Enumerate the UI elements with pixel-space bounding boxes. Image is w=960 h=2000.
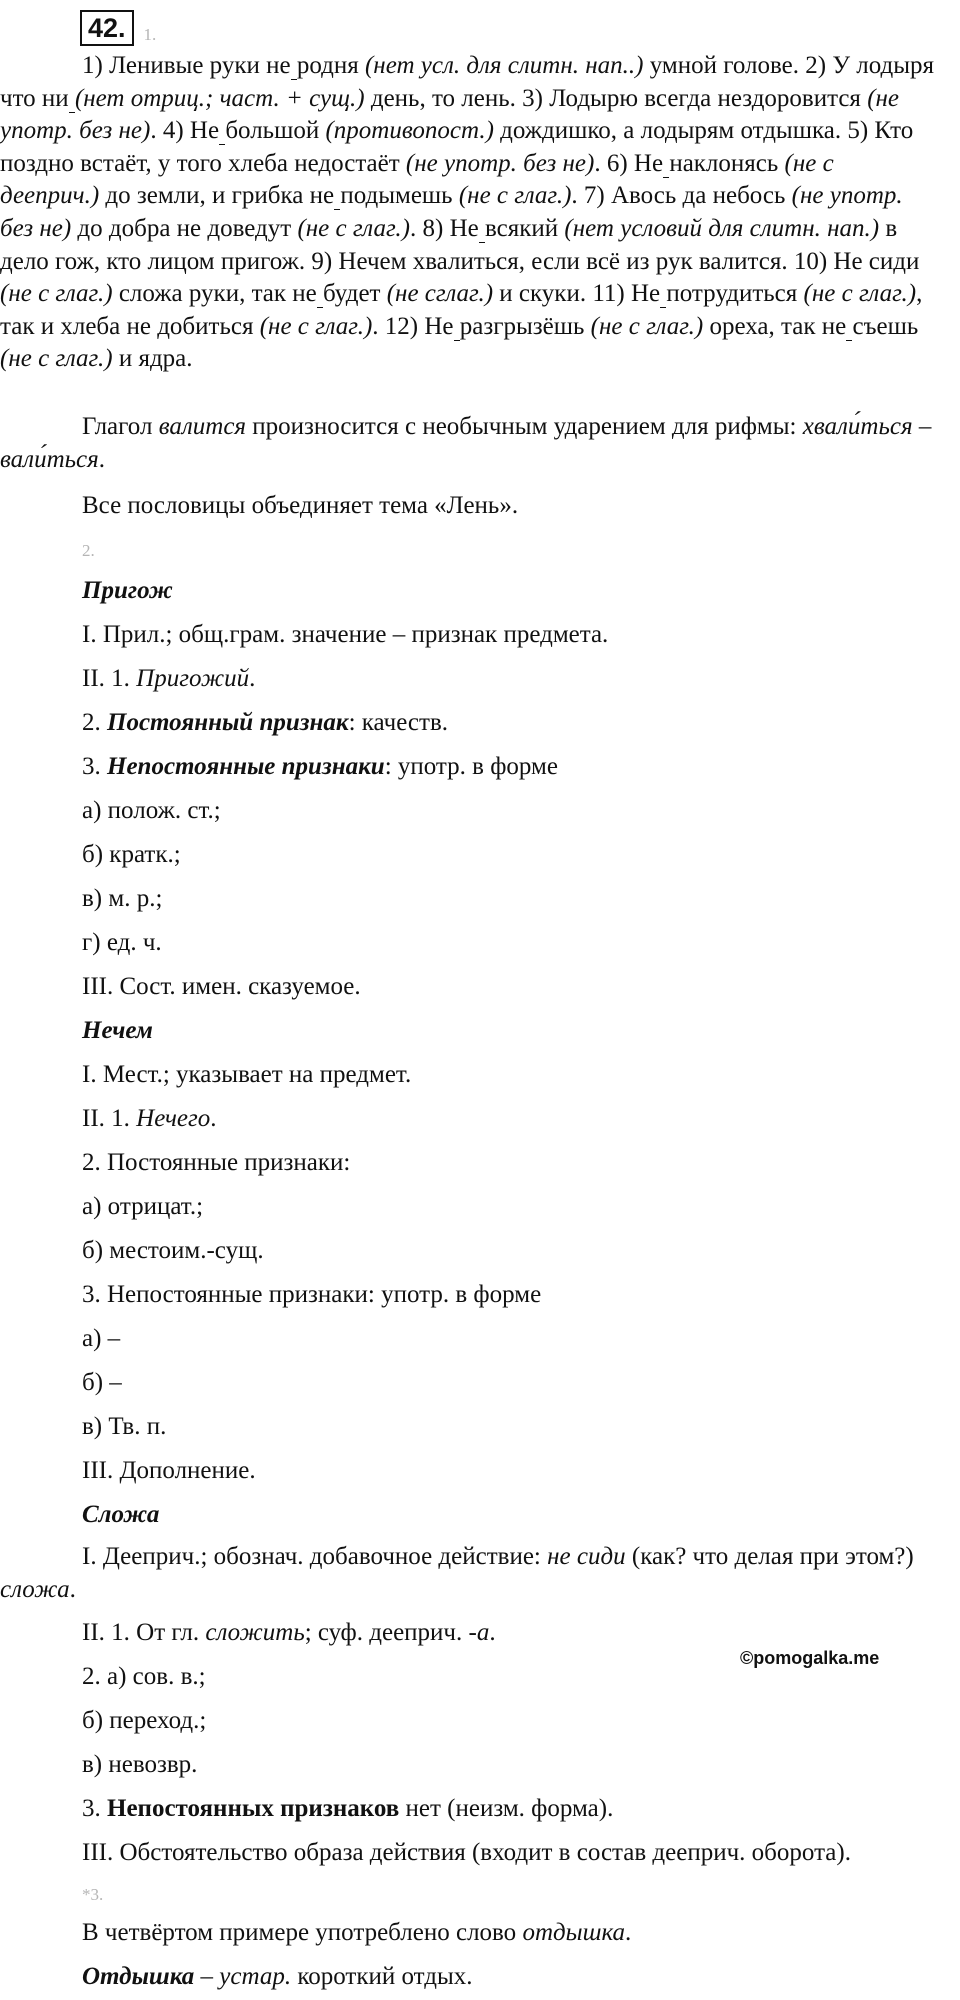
analysis-line: II. 1. Нечего. [82, 1105, 217, 1132]
definition-line: Отдышка – устар. короткий отдых. [82, 1963, 473, 1990]
analysis-line: г) ед. ч. [82, 929, 162, 956]
text-run: (не с глаг.) [259, 312, 373, 340]
text-run: хвали́ться – вали́ться [0, 413, 932, 473]
text-run: (не употр. без не) [0, 182, 903, 242]
text-run: дождишко, а лодырям отдышка. 5) Кто поздно встаёт, у того хлеба недостаёт [0, 117, 914, 177]
analysis-line: б) кратк.; [82, 841, 181, 868]
analysis-line: 2. а) сов. в.; [82, 1663, 206, 1690]
text-run: . 8) Не [410, 214, 479, 242]
text-run: Глагол [82, 413, 159, 440]
text-run: (не с глаг.) [803, 280, 917, 308]
text-run: родня [296, 52, 365, 79]
analysis-line: 3. Непостоянные признаки: употр. в форме [82, 753, 558, 780]
text-run: наклонясь [669, 149, 785, 177]
text-run: валится [158, 413, 247, 440]
text-run: (не употр. без не) [405, 149, 595, 177]
text-run: большой [225, 117, 326, 145]
word-title-nechem: Нечем [82, 1017, 153, 1044]
text-run: разгрызёшь [459, 312, 591, 340]
text-run: (нет усл. для слитн. нап..) [364, 52, 644, 79]
text-run: (нет отриц.; част. + сущ.) [74, 84, 365, 112]
text-run: , так и хлеба не добиться [0, 280, 923, 340]
analysis-line: I. Мест.; указывает на предмет. [82, 1061, 412, 1088]
analysis-line: б) – [82, 1369, 122, 1396]
text-run: (не употр. без не) [0, 84, 900, 145]
word-title-slozha: Сложа [82, 1501, 160, 1528]
text-run: (не с глаг.) [0, 345, 113, 373]
analysis-line: 2. Постоянный признак: качеств. [82, 709, 449, 736]
text-run: и скуки. 11) Не [493, 280, 661, 308]
text-run: (не с глаг.) [0, 280, 113, 308]
analysis-line: II. 1. От гл. сложить; суф. дееприч. -а. [82, 1619, 496, 1646]
section-label-1: 1. [143, 25, 157, 44]
stress-note-paragraph [0, 411, 936, 476]
text-run: . 12) Не [372, 312, 454, 340]
analysis-line: а) полож. ст.; [82, 797, 221, 824]
analysis-line: 2. Постоянные признаки: [82, 1149, 351, 1176]
text-run: (не с глаг.) [297, 214, 411, 242]
analysis-paragraph: I. Дееприч.; обознач. добавочное действие: не сиди (как? что делая при этом?) сложа. [0, 1543, 914, 1603]
theme-sentence: Все пословицы объединяет тема «Лень». [82, 492, 519, 519]
text-run: подымешь [340, 182, 459, 210]
text-run: съешь [852, 312, 919, 340]
word-title-prigozh: Пригож [82, 577, 173, 604]
text-run: . 7) Авось да небось [571, 182, 792, 210]
exercise-number: 42. [80, 10, 134, 46]
text-run: всякий [485, 214, 565, 242]
exercise-header [80, 6, 156, 46]
text-run: (не с глаг.) [590, 312, 704, 340]
analysis-line: в) невозвр. [82, 1751, 198, 1778]
text-run: (противопост.) [325, 117, 494, 145]
text-run: . 4) Не [150, 117, 220, 145]
text-run: 1) Ленивые руки не [82, 52, 291, 79]
text-run: произносится с необычным ударением для рифмы: [246, 413, 803, 440]
text-run: . [98, 445, 105, 473]
analysis-line: в) Тв. п. [82, 1413, 167, 1440]
text-run: ореха, так не [703, 312, 847, 340]
text-run: . 6) Не [594, 149, 664, 177]
analysis-line: III. Дополнение. [82, 1457, 256, 1484]
proverbs-paragraph [0, 50, 936, 405]
section-label-2: 2. [82, 541, 95, 560]
analysis-line: II. 1. Пригожий. [82, 665, 256, 692]
analysis-line: III. Сост. имен. сказуемое. [82, 973, 361, 1000]
text-run: умной голове. 2) У лодыря что ни [0, 52, 935, 112]
watermark: ©pomogalka.me [740, 1648, 880, 1668]
text-run: (не с дееприч.) [0, 149, 834, 210]
text-run: и ядра. [112, 345, 193, 373]
text-run: будет [323, 280, 387, 308]
text-run: до добра не доведут [71, 214, 298, 242]
text-run: сложа руки, так не [112, 280, 317, 308]
section-label-3: *3. [82, 1885, 104, 1904]
analysis-line: 3. Непостоянные признаки: употр. в форме [82, 1281, 542, 1308]
text-run: в дело гож, кто лицом пригож. 9) Нечем хвалиться, если всё из рук валится. 10) Не сиди [0, 214, 920, 275]
analysis-line: а) – [82, 1325, 121, 1352]
archaic-word-sentence: В четвёртом примере употреблено слово отдышка. [82, 1919, 632, 1946]
text-run: до земли, и грибка не [99, 182, 335, 210]
text-run: день, то лень. 3) Лодырю всегда нездоровится [364, 84, 868, 112]
text-run: (нет условий для слитн. нап.) [564, 214, 880, 242]
text-run: потрудиться [666, 280, 804, 308]
analysis-line: б) местоим.-сущ. [82, 1237, 264, 1264]
text-run: (не с глаг.) [458, 182, 572, 210]
analysis-line: б) переход.; [82, 1707, 207, 1734]
analysis-line: III. Обстоятельство образа действия (входит в состав дееприч. оборота). [82, 1839, 851, 1866]
analysis-line: а) отрицат.; [82, 1193, 204, 1220]
text-run: (не сглаг.) [386, 280, 494, 308]
analysis-line: 3. Непостоянных признаков нет (неизм. форма). [82, 1795, 614, 1822]
analysis-line: в) м. р.; [82, 885, 163, 912]
analysis-line: I. Прил.; общ.грам. значение – признак предмета. [82, 621, 609, 648]
